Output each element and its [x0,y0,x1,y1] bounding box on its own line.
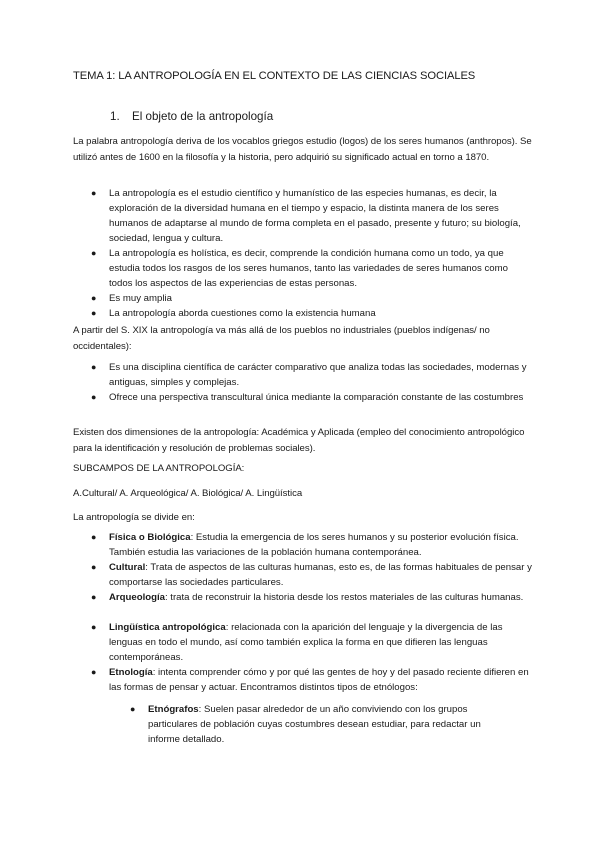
section-title: El objeto de la antropología [132,110,274,123]
list-item: ● La antropología aborda cuestiones como la existencia humana [91,308,376,319]
bullet-icon: ● [91,532,97,542]
list-item: ● Etnógrafos: Suelen pasar alrededor de un año conviviendo con los grupos particulares de población cuyas costumbres desean estudiar, para redactar un informe detallado. [130,704,481,745]
bullet-icon: ● [91,622,97,632]
list-item: ● Ofrece una perspectiva transcultural única mediante la comparación constante de las costumbres [91,392,524,403]
nineteenth-century-paragraph: A partir del S. XIX la antropología va más allá de los pueblos no industriales (pueblos indígenas/ no occidentales): [73,325,490,352]
bullet-icon: ● [91,293,97,303]
list-item: ● Lingüística antropológica: relacionada con la aparición del lenguaje y la divergencia de las lenguas en todo el mundo, así como también explica la forma en que difieren las lenguas contemporáneas. [91,622,503,663]
list-item: ● Es una disciplina científica de carácter comparativo que analiza todas las sociedades, modernas y antiguas, simples y complejas. [91,362,527,388]
intro-paragraph: La palabra antropología deriva de los vocablos griegos estudio (logos) de los seres humanos (anthropos). Se utilizó antes de 1600 en la filosofía y la historia, pero adquirió su significado actual en torno a 1870. [73,136,532,163]
subcampos-list: A.Cultural/ A. Arqueológica/ A. Biológica/ A. Lingüística [73,488,303,499]
discipline-bullet-list [91,360,533,420]
list-item: ● Etnología: intenta comprender cómo y por qué las gentes de hoy y del pasado reciente difieren en las formas de pensar y actuar. Encontramos distintos tipos de etnólogos: [91,667,529,693]
list-item: ● La antropología es el estudio científico y humanístico de las especies humanas, es decir, la exploración de la diversidad humana en el tiempo y espacio, la distinta manera de los seres humanos de adaptarse al mundo de forma completa en el pasado, presente y futuro; su biología, sociedad, lengua y cultura. [91,188,521,244]
document-title: TEMA 1: LA ANTROPOLOGÍA EN EL CONTEXTO DE LAS CIENCIAS SOCIALES [73,70,476,82]
section-number: 1. [110,110,120,123]
bullet-icon: ● [91,362,97,372]
bullet-icon: ● [91,667,97,677]
bullet-icon: ● [91,392,97,402]
bullet-icon: ● [130,704,136,714]
bullet-icon: ● [91,188,97,198]
section-heading [110,110,273,123]
subfields-list [91,530,533,695]
list-item: ● Es muy amplia [91,293,172,304]
bullet-icon: ● [91,248,97,258]
bullet-icon: ● [91,562,97,572]
ethnologist-types-list [130,702,502,747]
bullet-icon: ● [91,308,97,318]
list-item: ● Arqueología: trata de reconstruir la historia desde los restos materiales de las culturas humanas. [91,592,524,603]
divide-intro: La antropología se divide en: [73,512,195,523]
list-item: ● La antropología es holística, es decir, comprende la condición humana como un todo, ya que estudia todos los rasgos de los seres humanos, tanto las variedades de seres humanos como todos los aspectos de las experiencias de estas personas. [91,248,508,289]
subcampos-heading: SUBCAMPOS DE LA ANTROPOLOGÍA: [73,463,245,474]
list-item: ● Física o Biológica: Estudia la emergencia de los seres humanos y su posterior evolución física. También estudia las variaciones de la población humana contemporánea. [91,532,519,558]
dimensions-paragraph: Existen dos dimensiones de la antropología: Académica y Aplicada (empleo del conocimiento antropológico para la identificación y resolución de problemas sociales). [73,427,525,454]
list-item: ● Cultural: Trata de aspectos de las culturas humanas, esto es, de las formas habituales de pensar y comportarse las sociedades particulares. [91,562,532,588]
definition-bullet-list [91,186,533,321]
bullet-icon: ● [91,592,97,602]
